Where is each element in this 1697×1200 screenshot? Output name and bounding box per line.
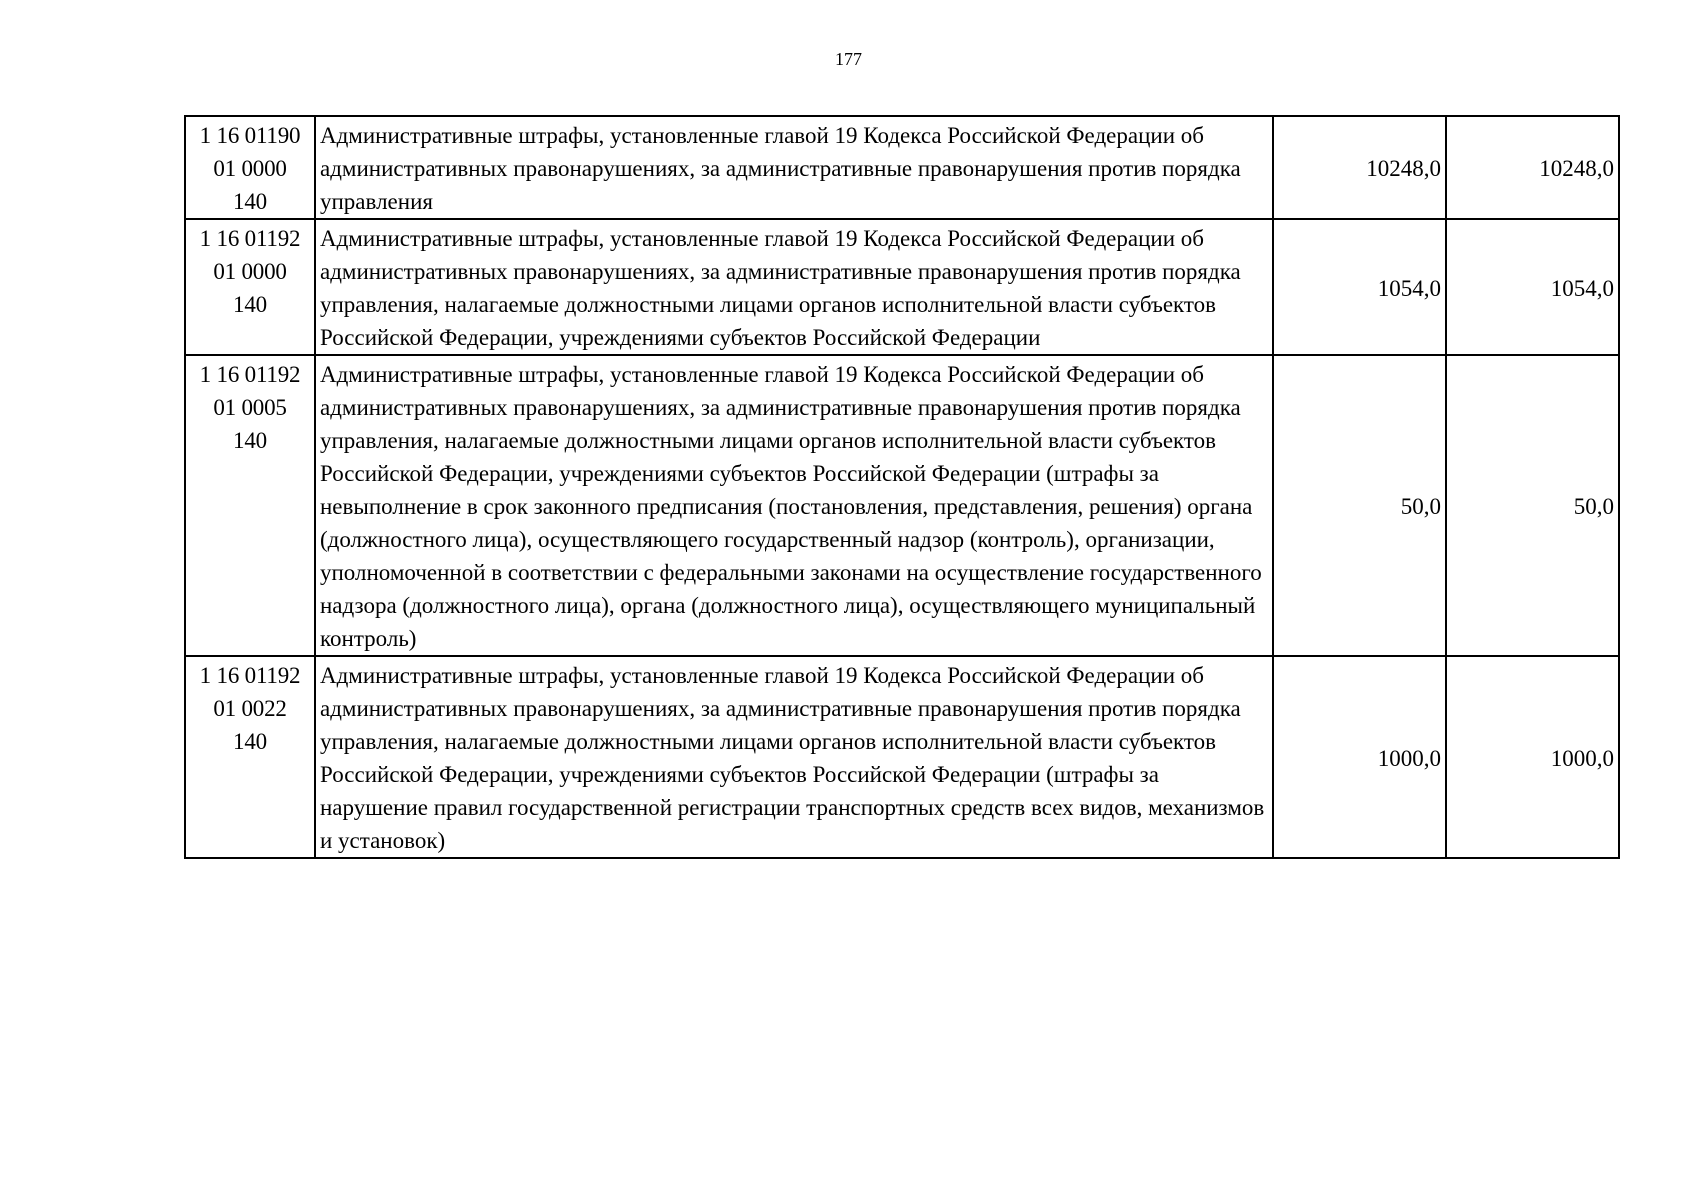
revenue-description: Административные штрафы, установленные главой 19 Кодекса Российской Федерации об административных правонарушениях, за административные правонарушения против порядка управления, налагаемые должностными лицами органов исполнительной власти субъектов Российской Федерации, учреждениями субъектов Российской Федерации (штрафы за нарушение правил государственной регистрации транспортных средств всех видов, механизмов и установок) (315, 656, 1273, 858)
budget-code: 1 16 01192 01 0005 140 (185, 355, 315, 656)
table-row (185, 656, 1619, 858)
budget-code: 1 16 01190 01 0000 140 (185, 116, 315, 219)
amount-column-2: 50,0 (1446, 355, 1619, 656)
revenue-description: Административные штрафы, установленные главой 19 Кодекса Российской Федерации об административных правонарушениях, за административные правонарушения против порядка управления, налагаемые должностными лицами органов исполнительной власти субъектов Российской Федерации, учреждениями субъектов Российской Федерации (315, 219, 1273, 355)
amount-column-1: 1000,0 (1273, 656, 1446, 858)
amount-column-2: 1054,0 (1446, 219, 1619, 355)
amount-column-1: 50,0 (1273, 355, 1446, 656)
table-row (185, 219, 1619, 355)
table-row (185, 355, 1619, 656)
page-number: 177 (835, 49, 862, 69)
amount-column-1: 10248,0 (1273, 116, 1446, 219)
revenue-table (184, 115, 1620, 859)
budget-code: 1 16 01192 01 0022 140 (185, 656, 315, 858)
revenue-description: Административные штрафы, установленные главой 19 Кодекса Российской Федерации об административных правонарушениях, за административные правонарушения против порядка управления (315, 116, 1273, 219)
amount-column-2: 1000,0 (1446, 656, 1619, 858)
budget-code: 1 16 01192 01 0000 140 (185, 219, 315, 355)
amount-column-1: 1054,0 (1273, 219, 1446, 355)
table-row (185, 116, 1619, 219)
amount-column-2: 10248,0 (1446, 116, 1619, 219)
revenue-description: Административные штрафы, установленные главой 19 Кодекса Российской Федерации об административных правонарушениях, за административные правонарушения против порядка управления, налагаемые должностными лицами органов исполнительной власти субъектов Российской Федерации, учреждениями субъектов Российской Федерации (штрафы за невыполнение в срок законного предписания (постановления, представления, решения) органа (должностного лица), осуществляющего государственный надзор (контроль), организации, уполномоченной в соответствии с федеральными законами на осуществление государственного надзора (должностного лица), органа (должностного лица), осуществляющего муниципальный контроль) (315, 355, 1273, 656)
